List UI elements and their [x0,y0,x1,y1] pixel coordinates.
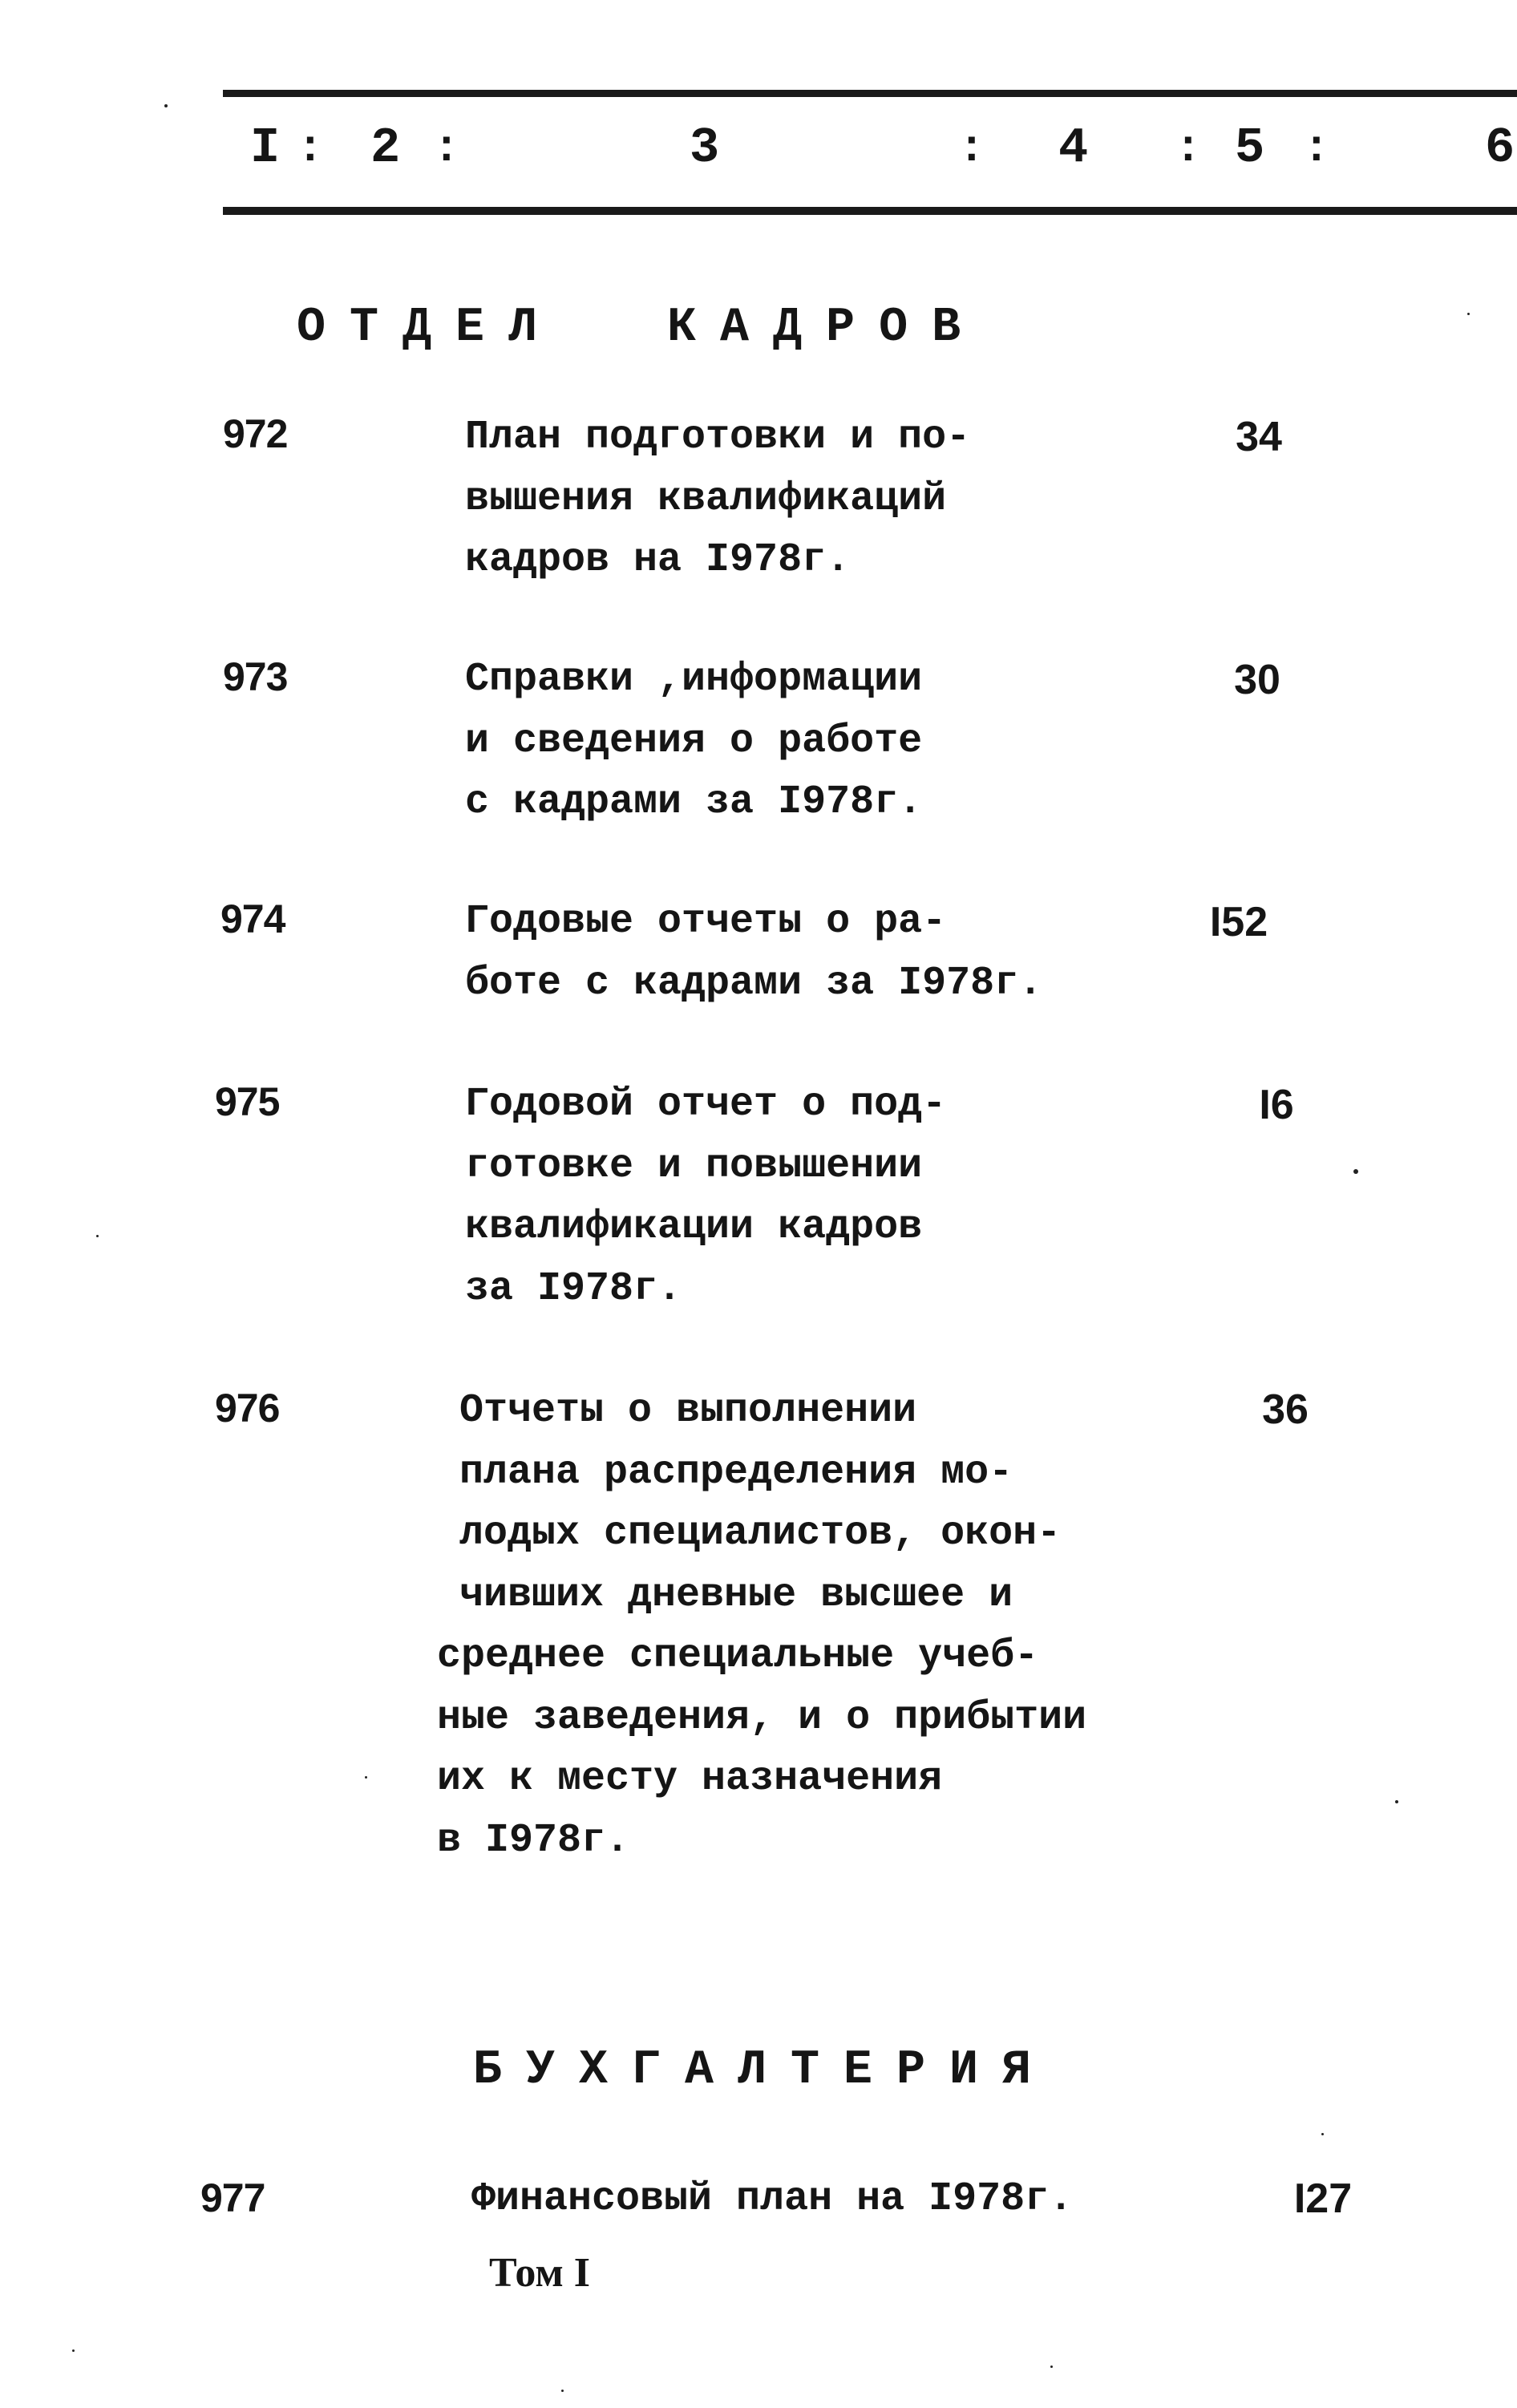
header-top-rule [223,90,1517,97]
header-column-4: 4 [1058,119,1089,176]
scan-speck [164,104,168,107]
header-column-1: I [250,119,281,176]
column-separator: : [1175,123,1202,174]
entry-sheet-count: I52 [1209,899,1268,945]
entry-title-line: среднее специальные учеб- [437,1633,1039,1679]
scan-speck [1395,1800,1398,1803]
entry-sheet-count: 34 [1236,414,1282,460]
entry-title [471,2169,1073,2231]
entry-title-line: лодых специалистов, окон- [459,1511,1062,1556]
entry-title [465,892,1042,1014]
entry-number: 973 [223,654,288,699]
entry-title-line: чивших дневные высшее и [459,1572,1013,1618]
entry-number: 977 [200,2175,265,2220]
entry-title-line: плана распределения мо- [459,1449,1013,1495]
entry-title-line: Справки ,информации [465,657,923,702]
column-separator: : [1303,123,1330,174]
entry-sheet-count: I6 [1259,1082,1294,1128]
scan-speck [1321,2133,1324,2135]
header-bottom-rule [223,207,1517,215]
entry-title [465,1074,946,1320]
scan-speck [72,2349,75,2352]
entry-title-line: Отчеты о выполнении [459,1388,917,1434]
entry-number: 975 [215,1079,280,1124]
scan-speck [365,1776,367,1779]
entry-title-line: в I978г. [437,1817,630,1864]
scan-speck [1353,1169,1358,1174]
scan-speck [96,1235,99,1237]
entry-number: 974 [220,896,285,941]
entry-title-line: Финансовый план на I978г. [471,2176,1074,2222]
scan-speck [1467,313,1470,315]
entry-title [465,407,970,592]
section-title-accounting: БУХГАЛТЕРИЯ [473,2043,1056,2098]
header-column-5: 5 [1235,119,1265,176]
entry-number: 976 [215,1386,280,1431]
entry-title [437,1381,1086,1872]
column-separator: : [958,123,985,174]
entry-sheet-count: 36 [1262,1386,1309,1433]
entry-title-line: Годовой отчет о под- [465,1082,947,1127]
entry-title-line: их к месту назначения [437,1756,943,1802]
entry-sheet-count: I27 [1293,2175,1353,2222]
column-separator: : [433,123,460,174]
scan-speck [1050,2366,1053,2368]
column-separator: : [297,123,324,174]
entry-number: 972 [223,411,288,456]
entry-title-line: боте с кадрами за I978г. [465,960,1043,1006]
entry-title-line: квалификации кадров [465,1204,923,1250]
entry-title-line: ные заведения, и о прибытии [437,1694,1087,1741]
section-title-personnel: ОТДЕЛ КАДРОВ [297,301,985,355]
entry-title-line: и сведения о работе [465,718,923,764]
entry-sheet-count: 30 [1234,657,1280,703]
entry-title-line: кадров на I978г. [465,537,851,583]
header-column-3: 3 [690,119,720,176]
header-column-6: 6 [1485,119,1515,176]
entry-title-line: вышения квалификаций [465,476,947,522]
entry-title-line: с кадрами за I978г. [465,779,923,825]
scan-speck [561,2390,564,2392]
volume-label: Том I [489,2250,591,2296]
entry-title [465,650,922,834]
header-column-2: 2 [370,119,401,176]
entry-title-line: План подготовки и по- [465,415,971,460]
entry-title-line: за I978г. [465,1265,682,1312]
entry-title-line: Годовые отчеты о ра- [465,899,947,945]
entry-title-line: готовке и повышении [465,1143,923,1189]
